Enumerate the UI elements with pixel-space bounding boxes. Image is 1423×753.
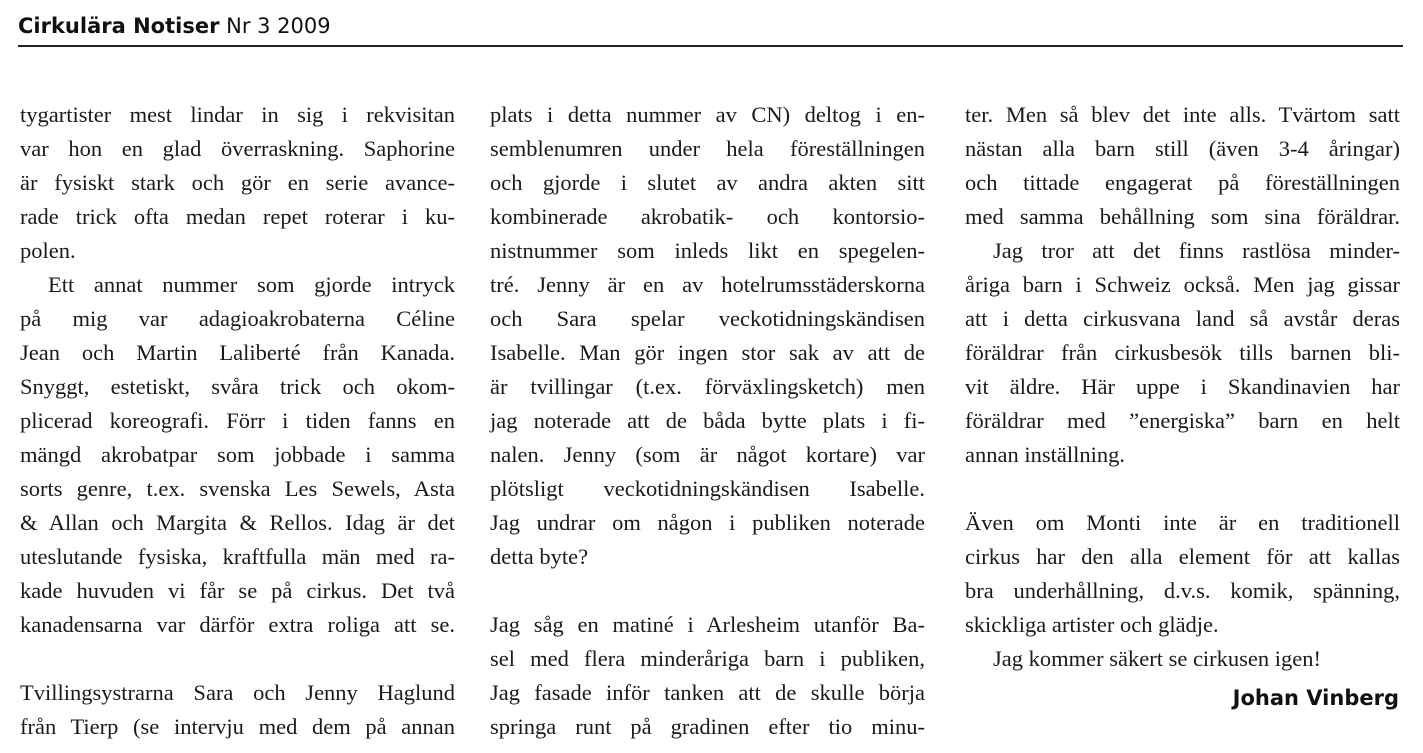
text-column-2 xyxy=(490,98,925,744)
text-line: och gjorde i slutet av andra akten sitt xyxy=(490,170,925,195)
text-line xyxy=(965,472,1400,506)
text-line: mängd akrobatpar som jobbade i samma xyxy=(20,442,455,467)
text-line: Jag såg en matiné i Arlesheim utanför Ba- xyxy=(490,612,925,637)
text-line: uteslutande fysiska, kraftfulla män med ra- xyxy=(20,544,455,569)
text-line: tygartister mest lindar in sig i rekvisitan xyxy=(20,102,455,127)
text-line: bra underhållning, d.v.s. komik, spänning, xyxy=(965,578,1400,603)
text-line: sel med flera minderåriga barn i publiken, xyxy=(490,646,925,671)
text-line: vit äldre. Här uppe i Skandinavien har xyxy=(965,374,1400,399)
text-line: med samma behållning som sina föräldrar. xyxy=(965,204,1400,229)
text-line: ter. Men så blev det inte alls. Tvärtom satt xyxy=(965,102,1400,127)
text-column-1 xyxy=(20,98,455,744)
header-rule xyxy=(18,45,1403,47)
text-line: Jean och Martin Laliberté från Kanada. xyxy=(20,340,455,365)
text-line: Snyggt, estetiskt, svåra trick och okom- xyxy=(20,374,455,399)
issue-number: Nr 3 2009 xyxy=(226,14,331,38)
text-line: kade huvuden vi får se på cirkus. Det två xyxy=(20,578,455,603)
text-line: rade trick ofta medan repet roterar i ku- xyxy=(20,204,455,229)
text-line: sorts genre, t.ex. svenska Les Sewels, Asta xyxy=(20,476,455,501)
text-line: och Sara spelar veckotidningskändisen xyxy=(490,306,925,331)
text-line: plats i detta nummer av CN) deltog i en- xyxy=(490,102,925,127)
text-line: föräldrar från cirkusbesök tills barnen bli- xyxy=(965,340,1400,365)
text-line: från Tierp (se intervju med dem på annan xyxy=(20,714,455,739)
text-line: jag noterade att de båda bytte plats i fi- xyxy=(490,408,925,433)
text-line: på mig var adagioakrobaterna Céline xyxy=(20,306,455,331)
text-line: & Allan och Margita & Rellos. Idag är det xyxy=(20,510,455,535)
text-line: att i detta cirkusvana land så avstår deras xyxy=(965,306,1400,331)
text-line: Även om Monti inte är en traditionell xyxy=(965,510,1400,535)
text-line: kombinerade akrobatik- och kontorsio- xyxy=(490,204,925,229)
text-line: nalen. Jenny (som är något kortare) var xyxy=(490,442,925,467)
text-line: Jag undrar om någon i publiken noterade xyxy=(490,510,925,535)
text-line: och tittade engagerat på föreställningen xyxy=(965,170,1400,195)
text-line: Tvillingsystrarna Sara och Jenny Haglund xyxy=(20,680,455,705)
text-line: nästan alla barn still (även 3-4 åringar) xyxy=(965,136,1400,161)
text-line: Isabelle. Man gör ingen stor sak av att de xyxy=(490,340,925,365)
text-line: nistnummer som inleds likt en spegelen- xyxy=(490,238,925,263)
text-line: semblenumren under hela föreställningen xyxy=(490,136,925,161)
text-line: cirkus har den alla element för att kallas xyxy=(965,544,1400,569)
text-line: plicerad koreografi. Förr i tiden fanns en xyxy=(20,408,455,433)
text-line xyxy=(20,642,455,676)
text-line: är tvillingar (t.ex. förväxlingsketch) men xyxy=(490,374,925,399)
text-line xyxy=(490,574,925,608)
text-line: detta byte? xyxy=(490,544,589,569)
text-line: var hon en glad överraskning. Saphorine xyxy=(20,136,455,161)
text-line: polen. xyxy=(20,238,76,263)
text-line: föräldrar med ”energiska” barn en helt xyxy=(965,408,1400,433)
text-line: plötsligt veckotidningskändisen Isabelle. xyxy=(490,476,925,501)
text-line: åriga barn i Schweiz också. Men jag gissar xyxy=(965,272,1400,297)
text-line: kanadensarna var därför extra roliga att se. xyxy=(20,612,455,637)
text-line: Jag tror att det finns rastlösa minder- xyxy=(993,238,1400,263)
text-line: annan inställning. xyxy=(965,442,1125,467)
publication-title: Cirkulära Notiser xyxy=(18,14,220,38)
text-line: är fysiskt stark och gör en serie avance- xyxy=(20,170,455,195)
author-signature: Johan Vinberg xyxy=(1232,686,1399,710)
text-line: tré. Jenny är en av hotelrumsstäderskorna xyxy=(490,272,925,297)
text-line: Jag fasade inför tanken att de skulle börja xyxy=(490,680,925,705)
page-header xyxy=(18,14,331,38)
text-column-3 xyxy=(965,98,1400,676)
text-line: Ett annat nummer som gjorde intryck xyxy=(48,272,455,297)
text-line: springa runt på gradinen efter tio minu- xyxy=(490,714,925,739)
text-line: skickliga artister och glädje. xyxy=(965,612,1219,637)
text-line: Jag kommer säkert se cirkusen igen! xyxy=(993,646,1322,671)
